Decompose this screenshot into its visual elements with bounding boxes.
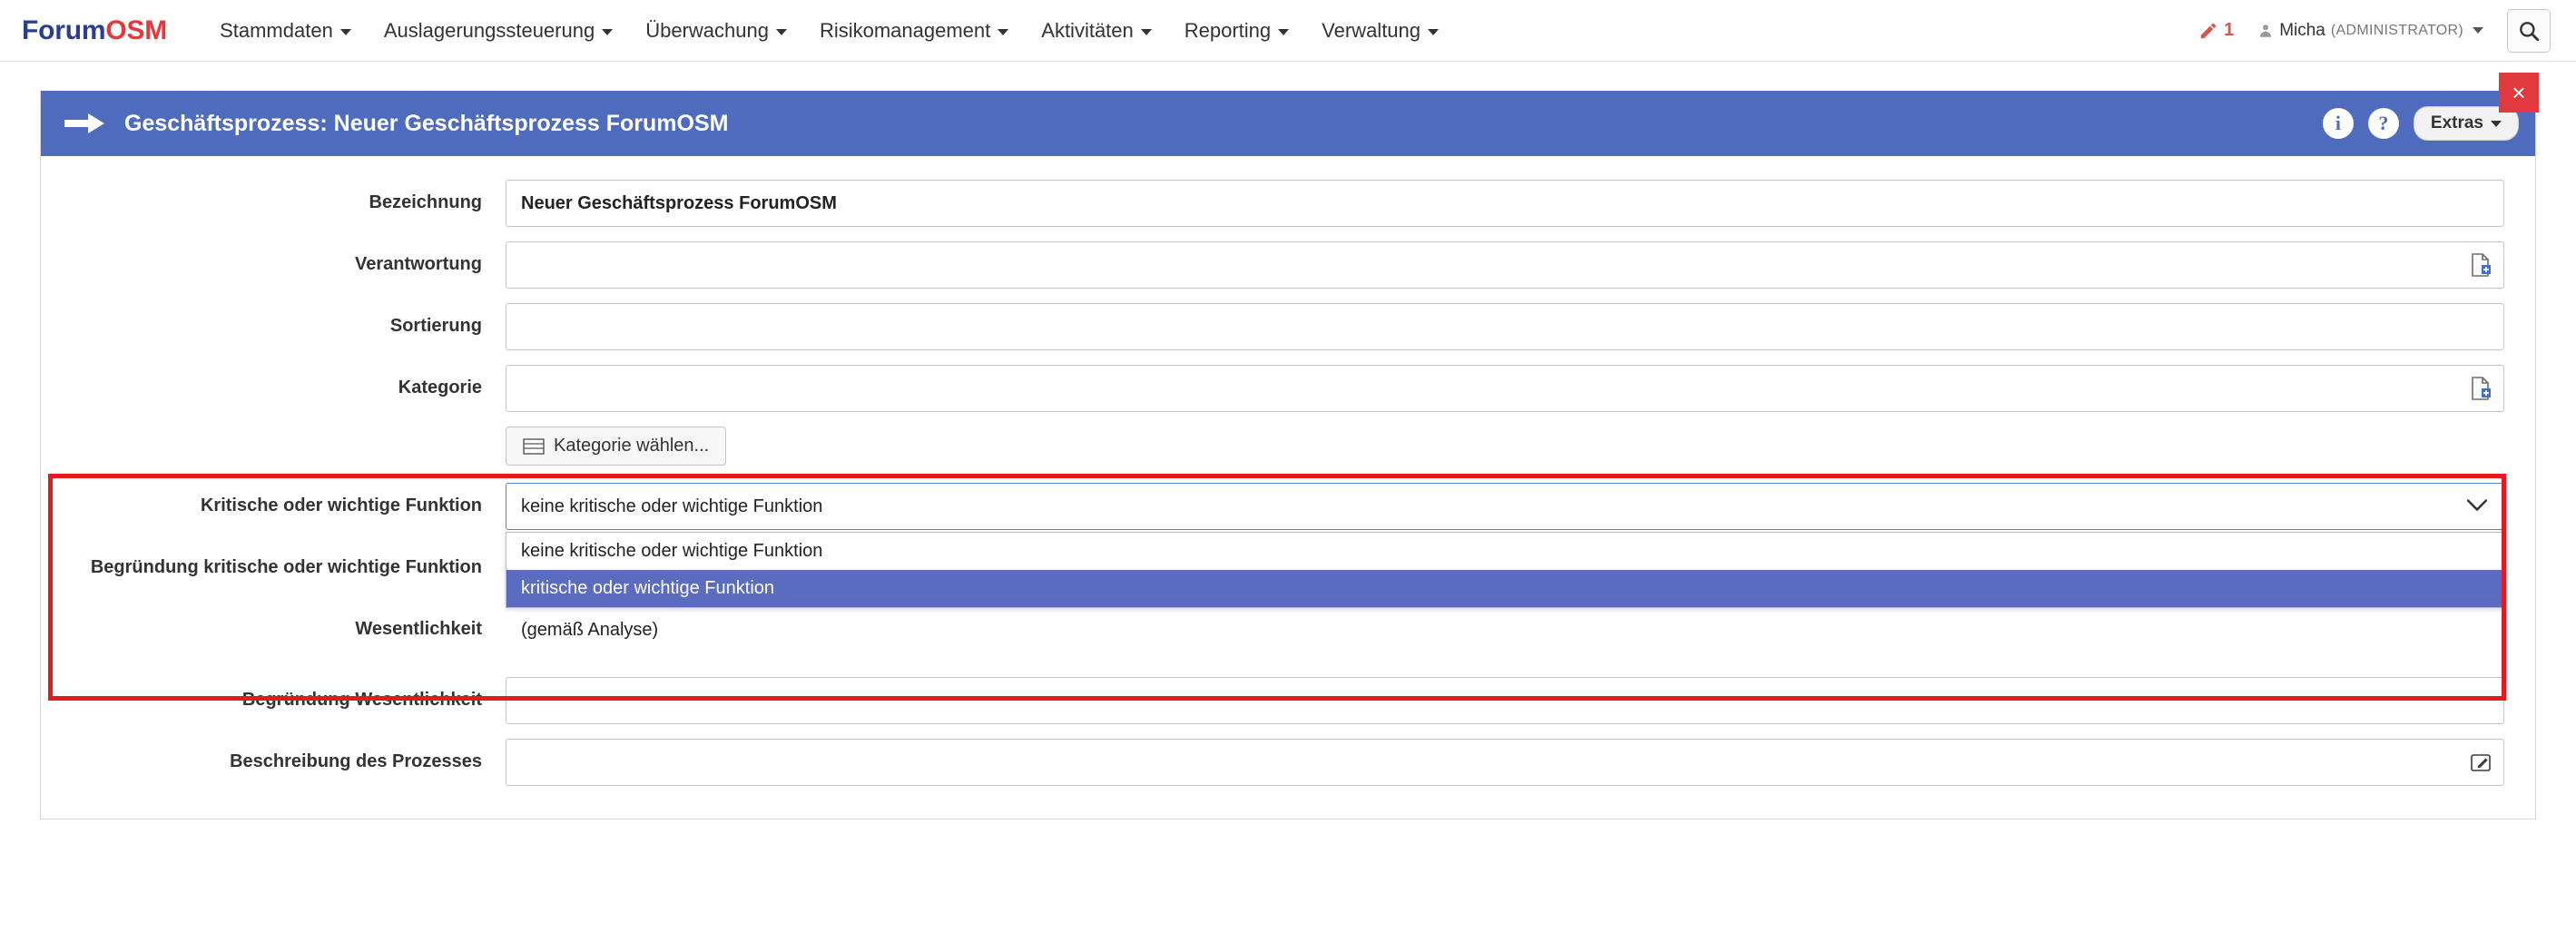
user-menu[interactable] bbox=[2257, 21, 2483, 41]
user-name: Micha bbox=[2279, 20, 2325, 40]
form-row-beschreibung bbox=[72, 739, 2504, 790]
document-select-icon[interactable] bbox=[2470, 253, 2492, 277]
nav-item-label: Stammdaten bbox=[220, 18, 333, 42]
logo-text-osm: OSM bbox=[105, 15, 168, 45]
panel-header bbox=[41, 91, 2535, 156]
chevron-down-icon bbox=[1141, 29, 1152, 35]
label-kategorie: Kategorie bbox=[398, 378, 482, 397]
chevron-down-icon bbox=[1278, 29, 1289, 35]
edit-pencil-icon[interactable] bbox=[2470, 751, 2492, 773]
logo-text-forum: Forum bbox=[22, 15, 106, 45]
chevron-down-icon bbox=[1428, 29, 1439, 35]
label-begruendung-wesentlichkeit: Begründung Wesentlichkeit bbox=[241, 690, 482, 710]
top-navbar bbox=[0, 0, 2576, 62]
kritische-funktion-select[interactable] bbox=[506, 483, 2504, 530]
nav-item-label: Reporting bbox=[1184, 18, 1272, 42]
pending-edits-count: 1 bbox=[2224, 20, 2235, 40]
label-sortierung: Sortierung bbox=[389, 316, 482, 336]
panel-title: Geschäftsprozess: Neuer Geschäftsprozess ForumOSM bbox=[124, 110, 729, 136]
user-icon bbox=[2257, 23, 2274, 39]
label-beschreibung: Beschreibung des Prozesses bbox=[230, 751, 482, 771]
form-row-bezeichnung bbox=[72, 180, 2504, 231]
app-logo[interactable] bbox=[22, 15, 167, 46]
panel-header-actions bbox=[2323, 106, 2519, 141]
nav-item-aktivitaeten[interactable] bbox=[1025, 10, 1168, 52]
chevron-down-icon bbox=[2467, 496, 2487, 517]
label-spacer bbox=[72, 427, 506, 437]
nav-item-label: Risikomanagement bbox=[819, 18, 991, 42]
label-wesentlichkeit: Wesentlichkeit bbox=[355, 619, 482, 639]
pending-edits-indicator[interactable] bbox=[2198, 20, 2234, 41]
search-button[interactable] bbox=[2507, 9, 2551, 53]
extras-button-label: Extras bbox=[2430, 113, 2483, 132]
verantwortung-input[interactable] bbox=[506, 241, 2504, 289]
form-row-begruendung-wesentlichkeit bbox=[72, 677, 2504, 728]
bezeichnung-input[interactable] bbox=[506, 180, 2504, 227]
info-icon[interactable]: i bbox=[2323, 108, 2354, 139]
form-row-kategorie-button bbox=[72, 427, 2504, 470]
chevron-down-icon bbox=[776, 29, 787, 35]
main-menu bbox=[203, 10, 1455, 52]
kritische-funktion-dropdown[interactable] bbox=[506, 532, 2504, 608]
form-row-wesentlichkeit bbox=[72, 606, 2504, 657]
chevron-down-icon bbox=[340, 29, 351, 35]
begruendung-wesentlichkeit-input[interactable] bbox=[506, 677, 2504, 724]
label-kritische-funktion: Kritische oder wichtige Funktion bbox=[200, 496, 482, 515]
arrow-right-icon bbox=[64, 111, 106, 136]
nav-item-ueberwachung[interactable] bbox=[629, 10, 803, 52]
search-icon bbox=[2517, 19, 2541, 43]
form-row-kategorie bbox=[72, 365, 2504, 416]
dropdown-option-keine-kritische[interactable]: keine kritische oder wichtige Funktion bbox=[521, 541, 823, 561]
beschreibung-input[interactable] bbox=[506, 739, 2504, 786]
nav-item-label: Aktivitäten bbox=[1041, 18, 1134, 42]
dropdown-option-kritische[interactable]: kritische oder wichtige Funktion bbox=[506, 570, 2503, 607]
wesentlichkeit-input[interactable] bbox=[506, 606, 2504, 653]
nav-item-reporting[interactable] bbox=[1168, 10, 1305, 52]
form-row-verantwortung bbox=[72, 241, 2504, 292]
label-verantwortung: Verantwortung bbox=[354, 254, 482, 274]
content-area bbox=[0, 62, 2576, 819]
label-begruendung-kritische: Begründung kritische oder wichtige Funktion bbox=[90, 557, 482, 577]
nav-item-label: Verwaltung bbox=[1322, 18, 1421, 42]
kategorie-waehlen-label: Kategorie wählen... bbox=[554, 436, 710, 456]
chevron-down-icon bbox=[2491, 121, 2502, 127]
nav-item-risikomanagement[interactable] bbox=[803, 10, 1025, 52]
kategorie-waehlen-button[interactable] bbox=[506, 427, 726, 466]
sortierung-input[interactable] bbox=[506, 303, 2504, 350]
table-icon bbox=[523, 438, 545, 455]
navbar-right-group bbox=[2198, 9, 2551, 53]
chevron-down-icon bbox=[2473, 27, 2483, 34]
form-row-sortierung bbox=[72, 303, 2504, 354]
kategorie-input[interactable] bbox=[506, 365, 2504, 412]
document-select-icon[interactable] bbox=[2470, 377, 2492, 400]
business-process-panel bbox=[40, 79, 2536, 819]
help-icon[interactable]: ? bbox=[2368, 108, 2399, 139]
nav-item-label: Überwachung bbox=[645, 18, 769, 42]
close-button[interactable]: × bbox=[2499, 73, 2539, 113]
label-bezeichnung: Bezeichnung bbox=[369, 192, 482, 212]
chevron-down-icon bbox=[998, 29, 1008, 35]
chevron-down-icon bbox=[602, 29, 613, 35]
nav-item-auslagerungssteuerung[interactable] bbox=[368, 10, 629, 52]
user-role: (ADMINISTRATOR) bbox=[2330, 22, 2463, 38]
nav-item-stammdaten[interactable] bbox=[203, 10, 368, 52]
kritische-funktion-selected-value: keine kritische oder wichtige Funktion bbox=[521, 496, 823, 516]
business-process-form bbox=[41, 156, 2535, 819]
nav-item-label: Auslagerungssteuerung bbox=[383, 18, 595, 42]
pencil-icon bbox=[2198, 21, 2218, 41]
nav-item-verwaltung[interactable] bbox=[1305, 10, 1455, 52]
